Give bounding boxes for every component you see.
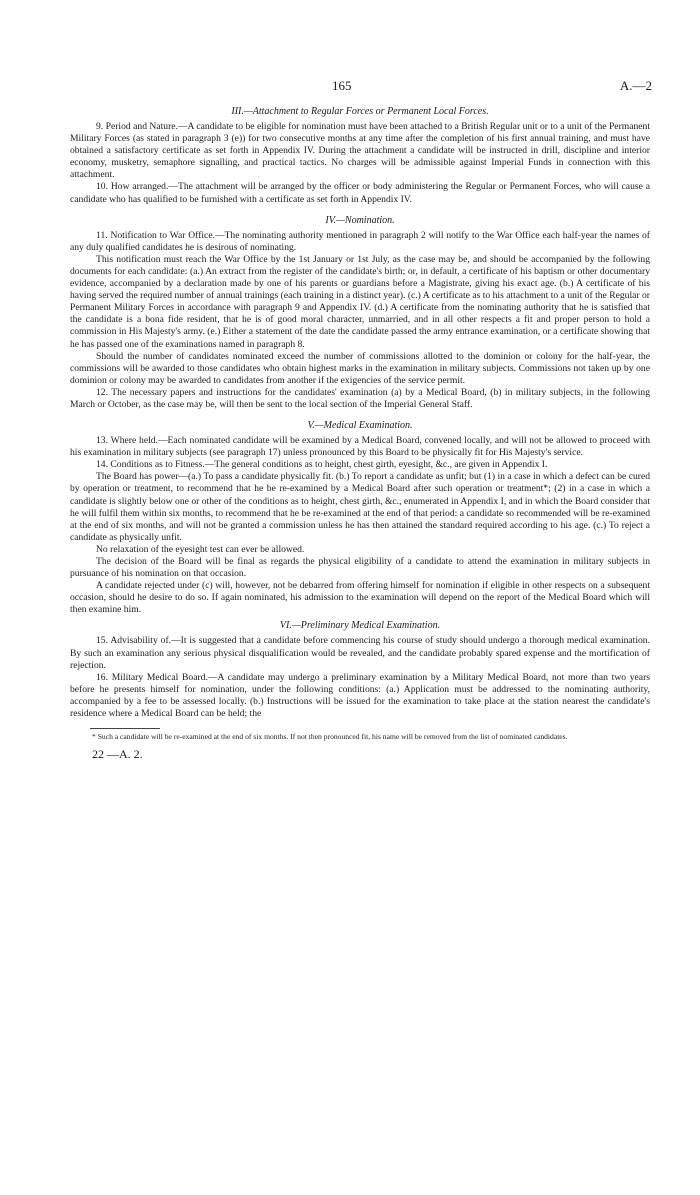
paragraph-14: 14. Conditions as to Fitness.—The general conditions as to height, chest girth, eyesight, &c., are given in Appendix I. bbox=[96, 459, 548, 471]
document-body bbox=[70, 106, 650, 760]
paragraph-14-board-power: The Board has power—(a.) To pass a candidate physically fit. (b.) To report a candidate as unfit; but (1) in a case in which a defect can be cured by operation or treatment, to recommend that he be re-examined by a Medical Board after such operation or treatment*; (2) in a case in which a candidate is slightly below one or other of the conditions as to height, chest girth, &c., enumerated in Appendix I, and in which the Board consider that he will fulfil them within six months, to recommend that he be re-examined at the end of that period: a candidate so recommended will be re-examined at the end of six months, and will not be granted a commission unless he has then attained the standard required according to his age. (c.) To reject a candidate as physically unfit. bbox=[70, 471, 650, 543]
page-number: 165 bbox=[332, 78, 352, 93]
paragraph-14-decision: The decision of the Board will be final as regards the physical eligibility of a candidate to attend the examination in military subjects in pursuance of his nomination on that occasion. bbox=[70, 556, 650, 580]
paragraph-11-notification: This notification must reach the War Office by the 1st January or 1st July, as the case may be, and should be accompanied by the following documents for each candidate: (a.) An extract from the register of the candidate's birth; or, in default, a certificate of his baptism or other documentary evidence, accompanied by a declaration made by one of his parents or guardians before a Magistrate, giving his exact age. (b.) A certificate of his having served the required number of annual trainings (each training in a distinct year). (c.) A certificate as to his attachment to a unit of the Regular or Permanent Military Forces in accordance with paragraph 9 and Appendix IV. (d.) A certificate from the nominating authority that he is satisfied that the candidate is a bona fide resident, that he is of good moral character, unmarried, and in all other respects a fit and proper person to hold a commission in His Majesty's army. (e.) Either a statement of the date the candidate passed the army entrance examination, or a certificate showing that he has passed one of the examinations named in paragraph 8. bbox=[70, 253, 650, 350]
paragraph-14-rejected: A candidate rejected under (c) will, however, not be debarred from offering himself for nomination if eligible in other respects on a subsequent occasion, should he desire to do so. If again nominated, his admission to the examination will depend on the report of the Medical Board which will then examine him. bbox=[70, 580, 650, 616]
section-heading-medical: V.—Medical Examination. bbox=[307, 420, 413, 432]
paragraph-10: 10. How arranged.—The attachment will be arranged by the officer or body administering the Regular or Permanent Forces, who will cause a candidate who has qualified to be furnished with a certificate as set forth in Appendix IV. bbox=[70, 181, 650, 205]
paragraph-12: 12. The necessary papers and instructions for the candidates' examination (a) by a Medical Board, (b) in military subjects, in the following March or October, as the case may be, will then be sent to the local section of the Imperial General Staff. bbox=[70, 386, 650, 410]
footer-signature: 22 —A. 2. bbox=[92, 746, 143, 761]
section-heading-preliminary: VI.—Preliminary Medical Examination. bbox=[279, 620, 441, 632]
footnote: * Such a candidate will be re-examined at the end of six months. If not then pronounced fit, his name will be removed from the list of nominated candidates. bbox=[92, 732, 568, 742]
section-heading-attachment: III.—Attachment to Regular Forces or Permanent Local Forces. bbox=[231, 106, 489, 117]
section-heading-nomination: IV.—Nomination. bbox=[325, 214, 395, 226]
paragraph-14-eyesight: No relaxation of the eyesight test can ever be allowed. bbox=[96, 543, 305, 555]
document-reference: A.—2 bbox=[619, 78, 652, 93]
paragraph-13: 13. Where held.—Each nominated candidate will be examined by a Medical Board, convened locally, and will not be allowed to proceed with his examination in military subjects (see paragraph 17) unless pronounced by this Board to be physically fit for His Majesty's service. bbox=[70, 435, 650, 459]
paragraph-11: 11. Notification to War Office.—The nominating authority mentioned in paragraph 2 will notify to the War Office each half-year the names of any duly qualified candidates he is desirous of nominating. bbox=[70, 229, 650, 253]
footnote-divider bbox=[90, 728, 160, 729]
paragraph-9: 9. Period and Nature.—A candidate to be eligible for nomination must have been attached to a British Regular unit or to a unit of the Permanent Military Forces (as stated in paragraph 3 (e)) for two consecutive months at any time after the completion of his first annual training, and must have obtained a satisfactory certificate as set forth in Appendix IV. During the attachment a candidate will be instructed in drill, discipline and interior economy, musketry, semaphore signalling, and practical tactics. No charges will be admissible against Imperial Funds in connection with this attachment. bbox=[70, 121, 650, 181]
paragraph-16: 16. Military Medical Board.—A candidate may undergo a preliminary examination by a Military Medical Board, not more than two years before he presents himself for nomination, under the following conditions: (a.) Application must be addressed to the nominating authority, accompanied by a fee to be assessed locally. (b.) Instructions will be issued for the examination to take place at the station nearest the candidate's residence where a Medical Board can be held; the bbox=[70, 671, 650, 720]
paragraph-15: 15. Advisability of.—It is suggested that a candidate before commencing his course of study should undergo a thorough medical examination. By such an examination any serious physical disqualification would be revealed, and the candidate probably spared expense and the mortification of rejection. bbox=[70, 635, 650, 671]
paragraph-11-excess: Should the number of candidates nominated exceed the number of commissions allotted to the dominion or colony for the half-year, the commissions will be awarded to those candidates who obtain highest marks in the examination in military subjects. Commissions not taken up by one dominion or colony may be awarded to candidates from another if the exigencies of the service permit. bbox=[70, 350, 650, 386]
